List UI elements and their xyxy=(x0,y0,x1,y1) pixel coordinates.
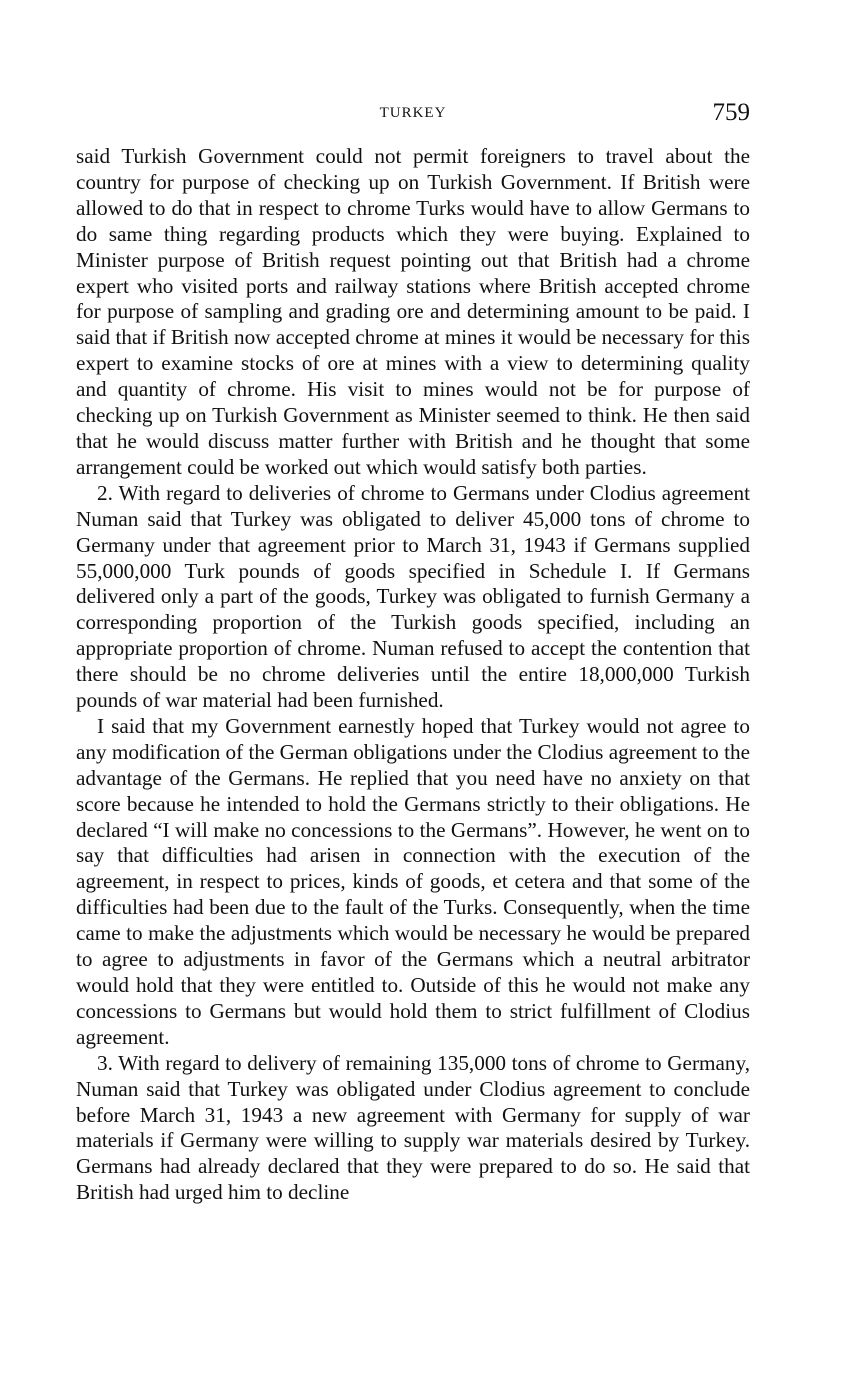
paragraph-2-chrome-deliveries: 2. With regard to deliveries of chrome to Germans under Clodius agreement Numan said that Turkey was obligated to deliver 45,000 tons of chrome to Germany under that agreement prior to March 31, 1943 if Germans supplied 55,000,000 Turk pounds of goods specified in Schedule I. If Germans delivered only a part of the goods, Turkey was obligated to furnish Germany a corresponding proportion of the Turkish goods specified, including an appropriate proportion of chrome. Numan refused to accept the contention that there should be no chrome deliveries until the entire 18,000,000 Turkish pounds of war material had been furnished. xyxy=(76,480,750,713)
page-number: 759 xyxy=(712,99,750,126)
paragraph-3-remaining-chrome: 3. With regard to delivery of remaining 135,000 tons of chrome to Germany, Numan said that Turkey was obligated under Clodius agreement to conclude before March 31, 1943 a new agreement with Germany for supply of war materials if Germany were willing to supply war materials desired by Turkey. Germans had already declared that they were prepared to do so. He said that British had urged him to decline xyxy=(76,1050,750,1205)
body-text xyxy=(76,144,750,1206)
paragraph-government-hopes: I said that my Government earnestly hoped that Turkey would not agree to any modification of the German obligations under the Clodius agreement to the advantage of the Germans. He replied that you need have no anxiety on that score because he intended to hold the Germans strictly to their obligations. He declared “I will make no concessions to the Germans”. However, he went on to say that difficulties had arisen in connection with the execution of the agreement, in respect to prices, kinds of goods, et cetera and that some of the difficulties had been due to the fault of the Turks. Consequently, when the time came to make the adjustments which would be necessary he would be prepared to agree to adjustments in favor of the Germans which a neutral arbitrator would hold that they were entitled to. Outside of this he would not make any concessions to Germans but would hold them to strict fulfillment of Clodius agreement. xyxy=(76,713,750,1049)
paragraph-continuation: said Turkish Government could not permit foreigners to travel about the country for purpose of checking up on Turkish Government. If British were allowed to do that in respect to chrome Turks would have to allow Germans to do same thing regarding products which they were buying. Explained to Minister purpose of British request pointing out that British had a chrome expert who visited ports and railway stations where British accepted chrome for purpose of sampling and grading ore and determining amount to be paid. I said that if British now accepted chrome at mines it would be necessary for this expert to examine stocks of ore at mines with a view to determining quality and quantity of chrome. His visit to mines would not be for purpose of checking up on Turkish Government as Minister seemed to think. He then said that he would discuss matter further with British and he thought that some arrangement could be worked out which would satisfy both parties. xyxy=(76,144,750,479)
running-head: TURKEY xyxy=(379,105,447,121)
page-header xyxy=(76,98,750,132)
